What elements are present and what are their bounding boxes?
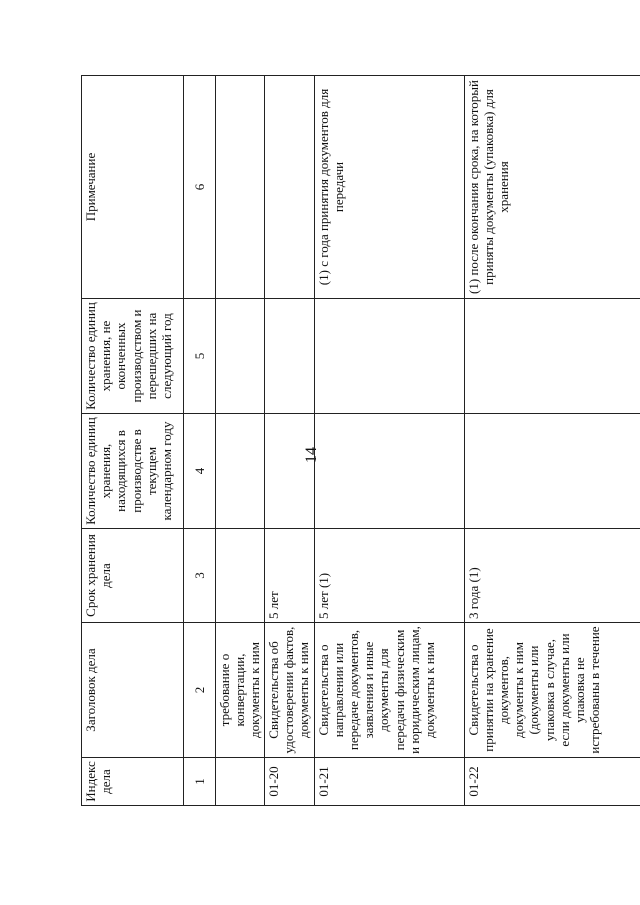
row-note [264,76,314,299]
column-number: 3 [184,529,216,623]
row-title: Свидетельства о принятии на хранение документов, документы к ним (документы или упаковка в случае, если документы или упаковка не истребованы в течение [464,623,640,758]
row-note: (1) после окончания срока, на который приняты документы (упаковка) для хранения [464,76,640,299]
rotated-table-frame [81,76,630,806]
nomenclature-table [81,75,640,806]
row-title: Свидетельства об удостоверении фактов, документы к ним [264,623,314,758]
column-number: 1 [184,758,216,806]
row-index: 01-20 [264,758,314,806]
header-term: Срок хранения дела [82,529,184,623]
row-units-current [264,414,314,529]
column-number: 2 [184,623,216,758]
column-number: 5 [184,299,216,414]
row-index: 01-21 [314,758,464,806]
column-number: 4 [184,414,216,529]
row-term [216,529,265,623]
row-index: 01-22 [464,758,640,806]
row-note [216,76,265,299]
row-units-current [314,414,464,529]
page-number: 14 [303,447,320,463]
header-index: Индекс дела [82,758,184,806]
row-units-next [464,299,640,414]
row-units-next [314,299,464,414]
table-row [464,76,640,806]
column-number: 6 [184,76,216,299]
row-units-current [216,414,265,529]
header-title: Заголовок дела [82,623,184,758]
row-index [216,758,265,806]
row-units-next [264,299,314,414]
header-row [82,76,184,806]
header-units-next: Количество единиц хранения, не оконченных производством и перешедших на следующий год [82,299,184,414]
header-units-current: Количество единиц хранения, находящихся в производстве в текущем календарном году [82,414,184,529]
row-units-next [216,299,265,414]
row-term: 3 года (1) [464,529,640,623]
table-row [314,76,464,806]
row-term: 5 лет (1) [314,529,464,623]
row-title: требование о конвертации, документы к ним [216,623,265,758]
table-row [264,76,314,806]
row-term: 5 лет [264,529,314,623]
row-title: Свидетельства о направлении или передаче документов, заявления и иные документы для передачи физическим и юридическим лицам, документы к ним [314,623,464,758]
row-note: (1) с года принятия документов для передачи [314,76,464,299]
header-note: Примечание [82,76,184,299]
table-row [216,76,265,806]
column-number-row [184,76,216,806]
row-units-current [464,414,640,529]
